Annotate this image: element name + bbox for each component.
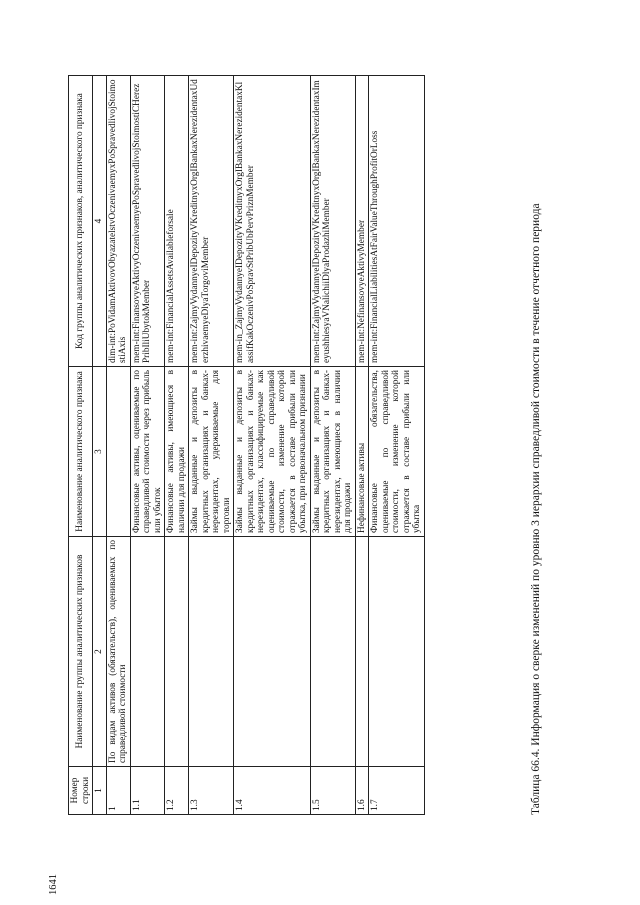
row-number: 1.5 (310, 767, 355, 815)
group-name (130, 537, 165, 767)
table-row (165, 76, 189, 815)
header-code: Код группы аналитических признаков, аналитического признака (69, 76, 93, 367)
feature-code: dim-int:PoVidamAktivovObyazatelstvOczenivaemyxPoSpravedlivojStoimostiAxis (106, 76, 130, 367)
feature-name: Займы выданные и депозиты в кредитных организациях и банках-нерезидентах, классифицируемые как оцениваемые по справедливой стоимости, изменение которой отражается в составе прибыли или убытка, при первоначальном признании (234, 367, 311, 537)
feature-name: Займы выданные и депозиты в кредитных организациях и банках-нерезидентах, удерживаемые для торговли (189, 367, 234, 537)
row-number: 1.6 (355, 767, 369, 815)
table-row (234, 76, 311, 815)
feature-name: Нефинансовые активы (355, 367, 369, 537)
table-row (310, 76, 355, 815)
column-number: 4 (93, 76, 107, 367)
column-number-row (93, 76, 107, 815)
group-name (189, 537, 234, 767)
table-caption: Таблица 66.4. Информация о сверке изменений по уровню 3 иерархии справедливой стоимости в течение отчетного периода (530, 203, 542, 815)
table-row (130, 76, 165, 815)
column-number: 1 (93, 767, 107, 815)
feature-name (106, 367, 130, 537)
feature-code: mem-int:FinancialLiabilitiesAtFairValueThroughProfitOrLoss (369, 76, 425, 367)
table-header-row (69, 76, 93, 815)
row-number: 1.7 (369, 767, 425, 815)
table-row (106, 76, 130, 815)
feature-code: mem-int:NefinansovyeAktivyMember (355, 76, 369, 367)
group-name (355, 537, 369, 767)
group-name (310, 537, 355, 767)
feature-code: mem-in_ZajmyVydannyeIDepozityVKreditnyxOrgIBankaxNerezidentaxKlassifKakOczenivPoSpravStPribUbPervPriznMember (234, 76, 311, 367)
table-row (369, 76, 425, 815)
feature-code: mem-int:ZajmyVydannyeIDepozityVKreditnyxOrgIBankaxNerezidentaxUderzhivaemyeDlyaTorgoviMember (189, 76, 234, 367)
feature-code: mem-int:ZajmyVydannyeIDepozityVKreditnyxOrgIBankaxNerezidentaxImeyushhiesyaVNalichiiDlyaProdazhiMember (310, 76, 355, 367)
group-name (165, 537, 189, 767)
column-number: 2 (93, 537, 107, 767)
group-name: По видам активов (обязательств), оцениваемых по справедливой стоимости (106, 537, 130, 767)
row-number: 1.1 (130, 767, 165, 815)
header-feature-name: Наименование аналитического признака (69, 367, 93, 537)
reconciliation-table (68, 75, 425, 815)
page-number: 1641 (48, 874, 59, 895)
row-number: 1.3 (189, 767, 234, 815)
row-number: 1.4 (234, 767, 311, 815)
header-row-number: Номер строки (69, 767, 93, 815)
header-group-name: Наименование группы аналитических признаков (69, 537, 93, 767)
feature-code: mem-int:FinansovyeAktivyOczenivaemyePoSpravedlivojStoimostiCHerezPribIliUbytokMember (130, 76, 165, 367)
feature-code: mem-int:FinancialAssetsAvailableforsale (165, 76, 189, 367)
feature-name: Финансовые активы, имеющиеся в наличии для продажи (165, 367, 189, 537)
row-number: 1 (106, 767, 130, 815)
row-number: 1.2 (165, 767, 189, 815)
feature-name: Финансовые обязательства, оцениваемые по справедливой стоимости, изменение которой отражается в составе прибыли или убытка (369, 367, 425, 537)
group-name (234, 537, 311, 767)
table-row (355, 76, 369, 815)
group-name (369, 537, 425, 767)
table-row (189, 76, 234, 815)
feature-name: Финансовые активы, оцениваемые по справедливой стоимости через прибыль или убыток (130, 367, 165, 537)
column-number: 3 (93, 367, 107, 537)
feature-name: Займы выданные и депозиты в кредитных организациях и банках-нерезидентах, имеющиеся в наличии для продажи (310, 367, 355, 537)
